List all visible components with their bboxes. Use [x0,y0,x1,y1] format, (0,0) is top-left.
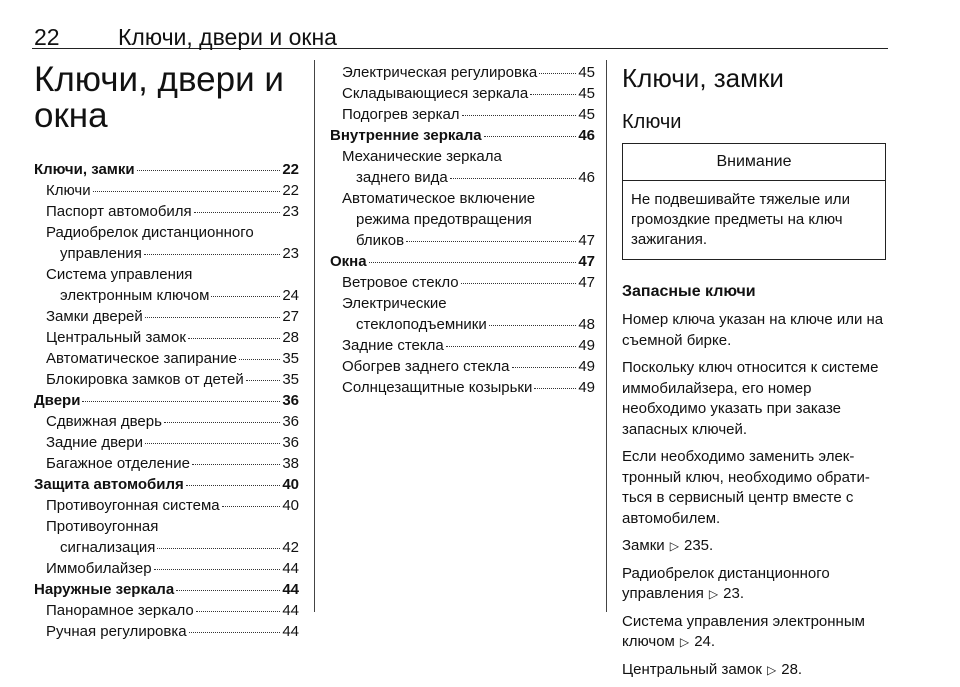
toc-entry[interactable]: Электрическая регулировка 45 [342,64,595,81]
toc-entry-label: Система управления [46,266,193,283]
toc-page-number: 40 [282,497,299,514]
dot-leader [512,366,577,368]
dot-leader [144,253,281,255]
triangle-right-icon: ▷ [766,662,777,677]
toc-entry[interactable]: сигнализация 42 [60,539,299,556]
toc-entry[interactable]: Панорамное зеркало 44 [46,602,299,619]
dot-leader [157,547,280,549]
toc-page-number: 47 [578,253,595,270]
dot-leader [211,295,280,297]
dot-leader [194,211,281,213]
toc-entry[interactable]: Паспорт автомобиля 23 [46,203,299,220]
toc-page-number: 23 [282,203,299,220]
paragraph: Поскольку ключ относится к системе иммобилайзера, его номер необходимо указать при заказе запасных ключей. [622,359,879,438]
toc-page-number: 44 [282,623,299,640]
toc-entry[interactable]: управления 23 [60,245,299,262]
toc-page-number: 38 [282,455,299,472]
toc-entry[interactable]: Замки дверей 27 [46,308,299,325]
toc-page-number: 42 [282,539,299,556]
toc-entry[interactable]: Ручная регулировка 44 [46,623,299,640]
paragraph: Если необходимо заменить электронный ключ, необходимо обратиться в сервисный центр вместе с автомобилем. [622,448,870,527]
warning-box [622,143,886,260]
toc-page-number: 36 [282,413,299,430]
toc-page-number: 36 [282,392,299,409]
column-divider [314,60,315,612]
dot-leader [369,261,577,263]
toc-page-number: 45 [578,64,595,81]
toc-entry[interactable]: Автоматическое запирание 35 [46,350,299,367]
spare-keys-title: Запасные ключи [622,283,756,300]
toc-entry-label: Противоугонная [46,518,159,535]
dot-leader [188,337,280,339]
cross-reference[interactable]: Радиобрелок дистанционного управления ▷ 23. [622,564,888,605]
chapter-title: Ключи, двери и окна [34,60,284,135]
toc-page-number: 49 [578,337,595,354]
toc-entry[interactable]: Ветровое стекло 47 [342,274,595,291]
toc-page-number: 35 [282,371,299,388]
toc-entry[interactable]: Складывающиеся зеркала 45 [342,85,595,102]
toc-entry[interactable]: заднего вида 46 [356,169,595,186]
dot-leader [462,114,577,116]
warning-text: Не подвешивайте тяжелые или громоздкие предметы на ключ зажигания. [631,191,850,248]
toc-page-number: 45 [578,106,595,123]
dot-leader [406,240,576,242]
cross-reference[interactable]: Система управления электронным ключом ▷ 24. [622,612,888,653]
subsection-title: Ключи [622,111,682,133]
content-column [622,62,888,687]
toc-page-number: 35 [282,350,299,367]
section-title: Ключи, замки [622,63,784,93]
dot-leader [222,505,281,507]
toc-entry-label: Радиобрелок дистанционного [46,224,254,241]
dot-leader [154,568,281,570]
toc-column-2 [330,62,595,398]
toc-page-number: 49 [578,379,595,396]
toc-page-number: 49 [578,358,595,375]
dot-leader [246,379,281,381]
dot-leader [189,631,281,633]
toc-page-number: 40 [282,476,299,493]
dot-leader [539,72,576,74]
toc-entry[interactable]: Ключи 22 [46,182,299,199]
toc-section-entry[interactable]: Внутренние зеркала 46 [330,127,595,144]
toc-page-number: 46 [578,127,595,144]
toc-page-number: 48 [578,316,595,333]
toc-entry-label: Механические зеркала [342,148,502,165]
dot-leader [137,169,281,171]
warning-heading: Внимание [623,144,885,181]
dot-leader [450,177,577,179]
page-header [32,8,888,49]
toc-entry[interactable]: Задние стекла 49 [342,337,595,354]
toc-entry-label: Электрические [342,295,447,312]
dot-leader [484,135,577,137]
toc-page-number: 23 [282,245,299,262]
toc-entry[interactable]: Задние двери 36 [46,434,299,451]
page-number: 22 [34,24,60,50]
toc-page-number: 46 [578,169,595,186]
toc-page-number: 24 [282,287,299,304]
toc-page-number: 47 [578,274,595,291]
dot-leader [82,400,280,402]
dot-leader [145,442,280,444]
column-divider [606,60,607,612]
toc-entry[interactable]: Центральный замок 28 [46,329,299,346]
toc-entry[interactable]: Блокировка замков от детей 35 [46,371,299,388]
toc-entry[interactable]: электронным ключом 24 [60,287,299,304]
dot-leader [530,93,576,95]
toc-page-number: 28 [282,329,299,346]
dot-leader [186,484,281,486]
cross-reference[interactable]: Центральный замок ▷ 28. [622,660,888,681]
triangle-right-icon: ▷ [679,635,690,649]
toc-section-entry[interactable]: Наружные зеркала 44 [34,581,299,598]
paragraph: Номер ключа указан на ключе или на съемной бирке. [622,311,884,349]
cross-reference[interactable]: Замки ▷ 235. [622,536,888,557]
toc-page-number: 45 [578,85,595,102]
dot-leader [192,463,280,465]
toc-page-number: 36 [282,434,299,451]
toc-section-entry[interactable]: Защита автомобиля 40 [34,476,299,493]
toc-page-number: 22 [282,182,299,199]
toc-page-number: 44 [282,581,299,598]
toc-page-number: 27 [282,308,299,325]
dot-leader [534,387,576,389]
toc-entry[interactable]: Противоугонная система 40 [46,497,299,514]
toc-page-number: 47 [578,232,595,249]
toc-entry[interactable]: бликов 47 [356,232,595,249]
triangle-right-icon: ▷ [669,539,679,553]
toc-section-entry[interactable]: Окна 47 [330,253,595,270]
triangle-right-icon: ▷ [708,587,719,601]
dot-leader [196,610,281,612]
dot-leader [164,421,280,423]
toc-entry[interactable]: Обогрев заднего стекла 49 [342,358,595,375]
toc-column-1 [34,62,299,642]
toc-section-entry[interactable]: Ключи, замки 22 [34,161,299,178]
toc-entry[interactable]: Подогрев зеркал 45 [342,106,595,123]
toc-entry-label: Автоматическое включение [342,190,536,207]
dot-leader [145,316,281,318]
toc-section-entry[interactable]: Двери 36 [34,392,299,409]
dot-leader [176,589,280,591]
toc-page-number: 22 [282,161,299,178]
dot-leader [489,324,577,326]
toc-entry[interactable]: стеклоподъемники 48 [356,316,595,333]
toc-entry-label: режима предотвращения [356,211,532,228]
dot-leader [446,345,577,347]
dot-leader [239,358,280,360]
toc-entry[interactable]: Сдвижная дверь 36 [46,413,299,430]
toc-page-number: 44 [282,560,299,577]
toc-entry[interactable]: Иммобилайзер 44 [46,560,299,577]
running-title: Ключи, двери и окна [118,24,337,50]
dot-leader [93,190,281,192]
toc-entry[interactable]: Багажное отделение 38 [46,455,299,472]
dot-leader [461,282,577,284]
toc-entry[interactable]: Солнцезащитные козырьки 49 [342,379,595,396]
toc-page-number: 44 [282,602,299,619]
